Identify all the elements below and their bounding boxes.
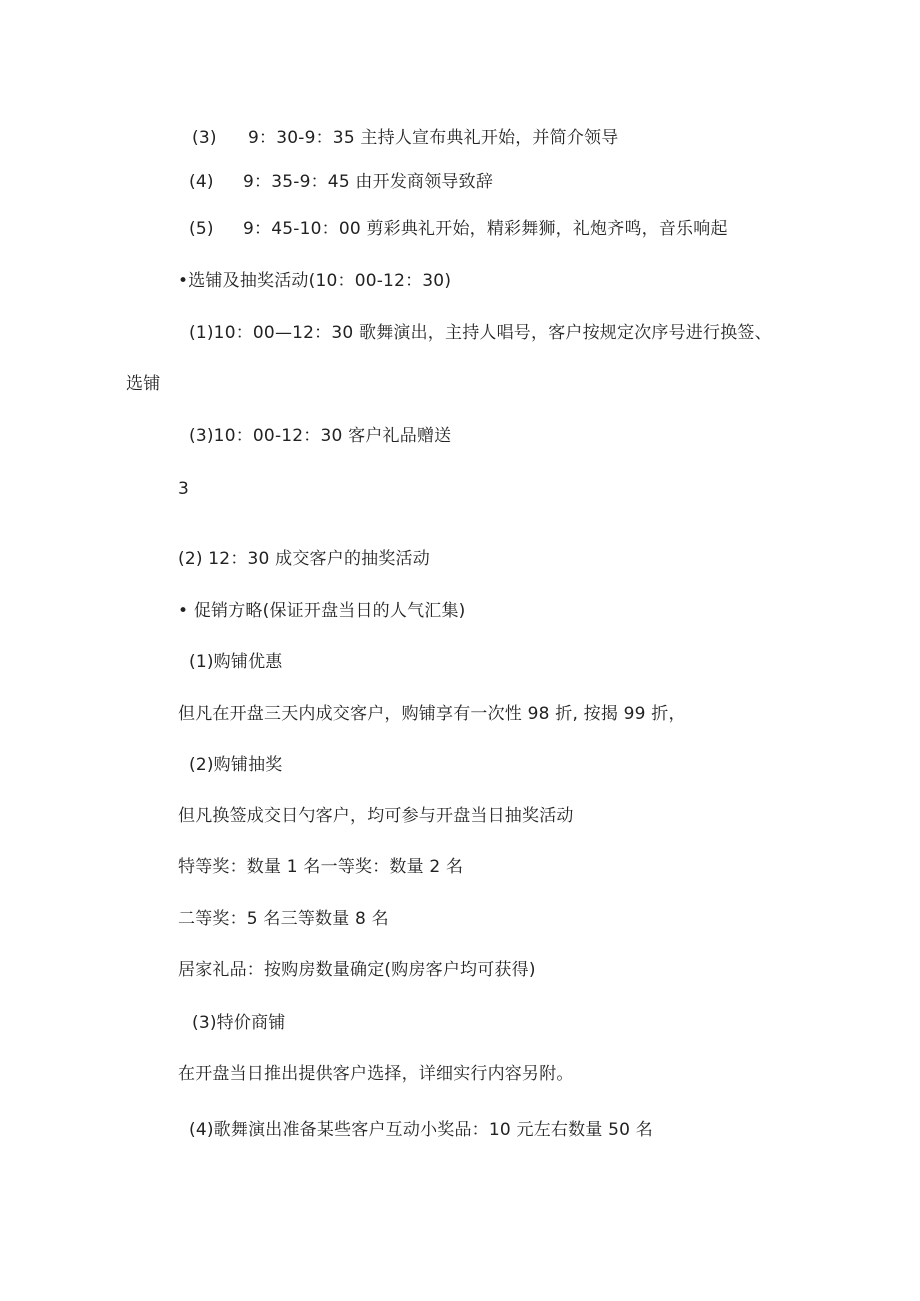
prize-line-3: 居家礼品：按购房数量确定(购房客户均可获得) <box>178 960 536 980</box>
promo-2-title: (2)购铺抽奖 <box>189 755 283 775</box>
promo-4: (4)歌舞演出准备某些客户互动小奖品：10 元左右数量 50 名 <box>189 1120 653 1140</box>
schedule-item-number: (4) <box>189 172 214 192</box>
schedule-item-number: (3) <box>192 128 217 148</box>
schedule-item-3 <box>192 127 618 149</box>
section-heading-promotion: • 促销方略(保证开盘当日的人气汇集) <box>178 601 466 621</box>
schedule-item-text: 9：35-9：45 由开发商领导致辞 <box>243 172 494 192</box>
section-heading-selection: •选铺及抽奖活动(10：00-12：30) <box>178 271 452 291</box>
selection-item-1-continued: 选铺 <box>126 374 161 394</box>
selection-item-3: (3)10：00-12：30 客户礼品赠送 <box>189 426 452 446</box>
promo-1-title: (1)购铺优惠 <box>189 652 283 672</box>
selection-item-1: (1)10：00—12：30 歌舞演出，主持人唱号，客户按规定次序号进行换签、 <box>189 323 772 343</box>
promo-1-text: 但凡在开盘三天内成交客户，购铺享有一次性 98 折, 按揭 99 折， <box>178 704 686 724</box>
promo-2-text: 但凡换签成交日勺客户，均可参与开盘当日抽奖活动 <box>178 806 574 826</box>
prize-line-2: 二等奖：5 名三等数量 8 名 <box>178 909 389 929</box>
schedule-item-number: (5) <box>189 219 214 239</box>
selection-item-2: (2) 12：30 成交客户的抽奖活动 <box>178 549 430 569</box>
schedule-item-5 <box>189 218 728 240</box>
promo-3-text: 在开盘当日推出提供客户选择，详细实行内容另附。 <box>178 1064 574 1084</box>
page-number: 3 <box>178 479 190 499</box>
schedule-item-text: 9：30-9：35 主持人宣布典礼开始，并简介领导 <box>248 128 619 148</box>
schedule-item-text: 9：45-10：00 剪彩典礼开始，精彩舞狮，礼炮齐鸣，音乐响起 <box>243 219 728 239</box>
schedule-item-4 <box>189 171 493 193</box>
prize-line-1: 特等奖：数量 1 名一等奖：数量 2 名 <box>178 857 464 877</box>
promo-3-title: (3)特价商铺 <box>192 1013 286 1033</box>
